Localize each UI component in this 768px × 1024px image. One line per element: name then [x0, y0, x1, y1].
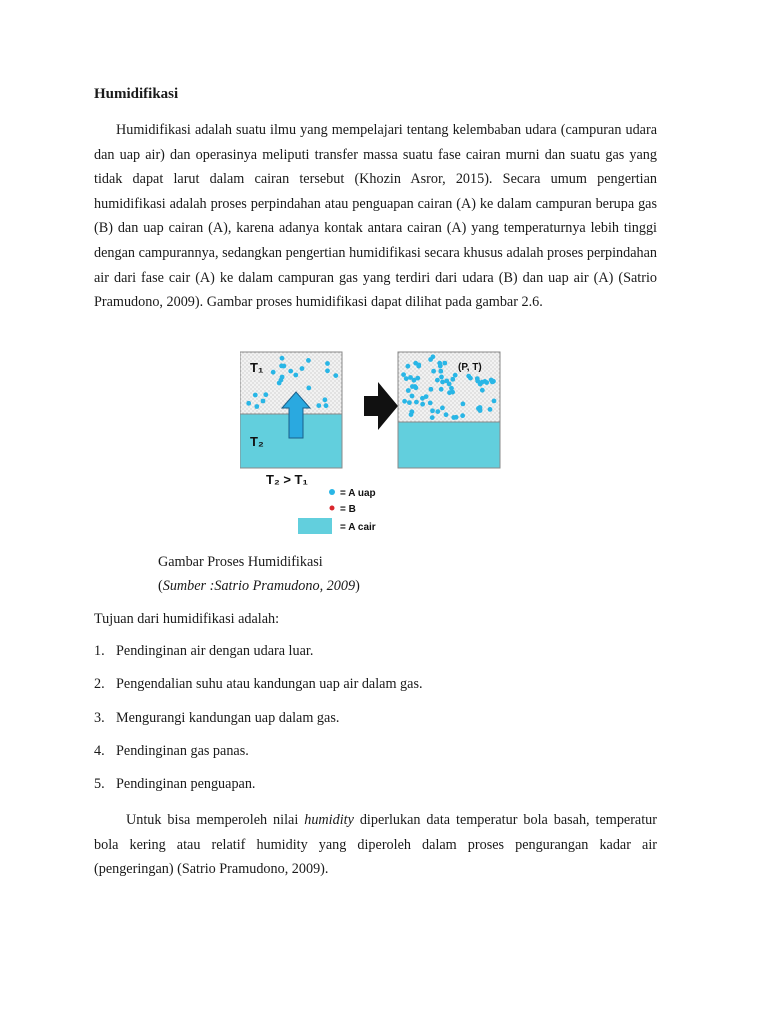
list-item-number: 1.	[94, 643, 105, 659]
label-t2: T₂	[250, 434, 264, 449]
vapor-dot	[416, 364, 421, 369]
vapor-dot	[420, 402, 425, 407]
vapor-dot	[440, 406, 445, 411]
liquid-right	[398, 422, 500, 468]
vapor-dot	[246, 401, 251, 406]
before-container	[240, 352, 342, 468]
vapor-dot	[323, 397, 328, 402]
list-item-number: 4.	[94, 742, 105, 759]
vapor-dot	[466, 374, 471, 379]
list-intro: Tujuan dari humidifikasi adalah:	[94, 611, 280, 627]
vapor-dot	[271, 370, 276, 375]
label-pt: (P, T)	[458, 362, 482, 373]
vapor-dot	[261, 399, 266, 404]
legend	[298, 488, 376, 534]
vapor-dot	[324, 403, 329, 408]
paragraph-definition: Humidifikasi adalah suatu ilmu yang mempelajari tentang kelembaban udara (campuran udara dan uap air) dan operasinya meliputi transfer massa suatu fase cairan murni dan suatu gas yang tidak dapat larut dalam cairan tersebut (Khozin Asror, 2015). Secara umum pengertian humidifikasi adalah proses perpindahan atau penguapan cairan (A) ke dalam campuran berupa gas (B) dan uap cairan (A), karena adanya kontak antara cairan (A) yang temperaturnya lebih tinggi dengan campurannya, sedangkan pengertian humidifikasi secara khusus adalah proses perpindahan air dari fase cair (A) ke dalam campuran gas yang terdiri dari udara (B) dan uap air (A) (Satrio Pramudono, 2009). Gambar proses humidifikasi dapat dilihat pada gambar 2.6.	[94, 122, 657, 311]
vapor-dot	[263, 392, 268, 397]
vapor-dot	[306, 358, 311, 363]
list-item	[94, 710, 423, 743]
after-container	[398, 352, 500, 468]
vapor-dot	[435, 378, 440, 383]
vapor-dot	[288, 369, 293, 374]
vapor-dot	[440, 380, 445, 385]
vapor-dot	[401, 372, 406, 377]
vapor-dot	[435, 409, 440, 414]
vapor-dot	[428, 401, 433, 406]
label-condition: T₂ > T₁	[266, 472, 308, 487]
vapor-dot	[415, 376, 420, 381]
paragraph-humidity: Untuk bisa memperoleh nilai humidity diperlukan data temperatur bola basah, temperatur bola kering atau relatif humidity yang diperoleh dalam proses pengurangan kadar air (pengeringan) (Satrio Pramudono, 2009).	[94, 812, 657, 878]
vapor-dot	[282, 364, 287, 369]
vapor-dot	[439, 387, 444, 392]
section-heading: Humidifikasi	[94, 86, 179, 102]
vapor-dot	[478, 408, 483, 413]
legend-vapor-label: = A uap	[340, 488, 376, 499]
vapor-dot	[280, 375, 285, 380]
vapor-dot	[444, 379, 449, 384]
list-item	[94, 743, 423, 776]
list-item	[94, 676, 423, 709]
vapor-dot	[453, 373, 458, 378]
list-item-number: 5.	[94, 776, 105, 793]
vapor-dot	[280, 356, 285, 361]
vapor-dot	[410, 409, 415, 414]
vapor-dot	[488, 407, 493, 412]
vapor-dot	[414, 385, 419, 390]
vapor-dot	[414, 400, 419, 405]
legend-liquid-label: = A cair	[340, 522, 376, 533]
vapor-dot	[406, 388, 411, 393]
vapor-dot	[442, 361, 447, 366]
list-item-number: 3.	[94, 709, 105, 726]
caption-title: Gambar Proses Humidifikasi	[158, 554, 323, 570]
label-t1: T₁	[250, 360, 264, 375]
legend-gas-icon	[330, 506, 335, 511]
vapor-dot	[480, 380, 485, 385]
vapor-dot	[489, 378, 494, 383]
vapor-dot	[410, 394, 415, 399]
list-item	[94, 643, 423, 676]
vapor-dot	[460, 413, 465, 418]
legend-vapor-icon	[329, 489, 335, 495]
vapor-dot	[475, 376, 480, 381]
vapor-dot	[333, 373, 338, 378]
list-item-text: Pendinginan air dengan udara luar.	[116, 643, 314, 659]
process-arrow-icon	[364, 382, 398, 430]
legend-gas-label: = B	[340, 504, 356, 515]
vapor-dot	[254, 404, 259, 409]
vapor-dot	[449, 386, 454, 391]
purpose-list	[94, 643, 423, 809]
humidification-diagram	[240, 350, 510, 540]
vapor-dot	[430, 415, 435, 420]
vapor-dot	[408, 375, 413, 380]
vapor-dot	[437, 361, 442, 366]
vapor-dot	[454, 415, 459, 420]
vapor-dot	[444, 412, 449, 417]
vapor-dot	[406, 364, 411, 369]
list-item-text: Pendinginan gas panas.	[116, 742, 249, 759]
vapor-dot	[300, 366, 305, 371]
vapor-dot	[424, 394, 429, 399]
list-item-number: 2.	[94, 676, 105, 693]
vapor-dot	[306, 386, 311, 391]
vapor-dot	[431, 369, 436, 374]
vapor-dot	[439, 375, 444, 380]
vapor-dot	[253, 393, 258, 398]
vapor-dot	[407, 400, 412, 405]
vapor-dot	[404, 376, 409, 381]
vapor-dot	[316, 403, 321, 408]
vapor-dot	[480, 388, 485, 393]
legend-liquid-icon	[298, 518, 332, 534]
vapor-dot	[450, 377, 455, 382]
caption-source: (Sumber :Satrio Pramudono, 2009)	[158, 578, 360, 594]
vapor-dot	[325, 368, 330, 373]
list-item	[94, 776, 423, 809]
vapor-dot	[430, 408, 435, 413]
list-item-text: Pendinginan penguapan.	[116, 776, 256, 793]
vapor-dot	[484, 380, 489, 385]
vapor-dot	[428, 357, 433, 362]
vapor-dot	[461, 402, 466, 407]
vapor-dot	[438, 369, 443, 374]
vapor-dot	[402, 399, 407, 404]
list-item-text: Pengendalian suhu atau kandungan uap air dalam gas.	[116, 676, 423, 693]
vapor-dot	[293, 373, 298, 378]
vapor-dot	[429, 387, 434, 392]
vapor-dot	[447, 390, 452, 395]
vapor-dot	[492, 399, 497, 404]
list-item-text: Mengurangi kandungan uap dalam gas.	[116, 709, 340, 726]
vapor-dot	[325, 361, 330, 366]
figure-caption	[158, 550, 360, 598]
